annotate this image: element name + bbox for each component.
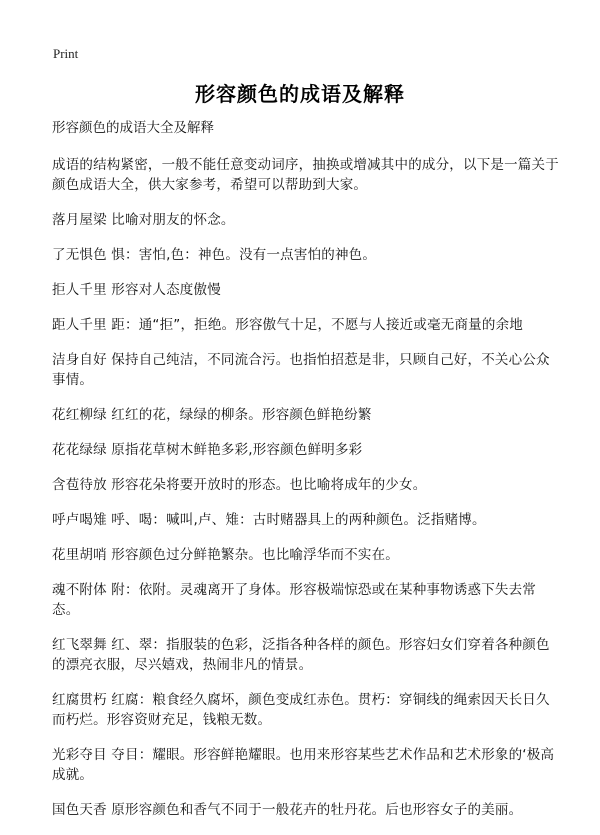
idiom-entry: 拒人千里 形容对人态度傲慢 (52, 282, 221, 298)
subheading: 形容颜色的成语大全及解释 (52, 120, 214, 136)
idiom-entry: 花红柳绿 红红的花，绿绿的柳条。形容颜色鲜艳纷繁 (52, 407, 372, 423)
idiom-entry: 距人千里 距：通“拒”，拒绝。形容傲气十足，不愿与人接近或毫无商量的余地 (52, 317, 523, 333)
idiom-entry: 了无惧色 惧：害怕,色：神色。没有一点害怕的神色。 (52, 247, 377, 263)
idiom-entry: 红腐贯朽 红腐：粮食经久腐坏，颜色变成红赤色。贯朽：穿铜线的绳索因天长日久而朽烂。形容资财充足，钱粮无数。 (52, 692, 550, 728)
idiom-entry: 光彩夺目 夺目：耀眼。形容鲜艳耀眼。也用来形容某些艺术作品和艺术形象的‘极高成就。 (52, 747, 555, 783)
idiom-entry: 花花绿绿 原指花草树木鲜艳多彩,形容颜色鲜明多彩 (52, 442, 363, 458)
paragraph-intro: 成语的结构紧密，一般不能任意变动词序，抽换或增减其中的成分，以下是一篇关于颜色成语大全，供大家参考，希望可以帮助到大家。 (52, 157, 559, 193)
document-body (52, 118, 562, 835)
idiom-entry: 洁身自好 保持自己纯洁，不同流合污。也指怕招惹是非，只顾自己好，不关心公众事情。 (52, 352, 550, 388)
idiom-entry: 落月屋梁 比喻对朋友的怀念。 (52, 212, 235, 228)
idiom-entry: 红飞翠舞 红、翠：指服装的色彩，泛指各种各样的颜色。形容妇女们穿着各种颜色的漂亮衣服，尽兴嬉戏，热闹非凡的情景。 (52, 637, 550, 673)
document-title: 形容颜色的成语及解释 (195, 82, 405, 106)
idiom-entry: 魂不附体 附：依附。灵魂离开了身体。形容极端惊恐或在某种事物诱惑下失去常态。 (52, 582, 536, 618)
print-label: Print (53, 46, 79, 61)
idiom-entry: 呼卢喝雉 呼、喝：喊叫,卢、雉：古时赌器具上的两种颜色。泛指赌博。 (52, 512, 486, 528)
idiom-entry: 含苞待放 形容花朵将要开放时的形态。也比喻将成年的少女。 (52, 477, 427, 493)
idiom-entry: 花里胡哨 形容颜色过分鲜艳繁杂。也比喻浮华而不实在。 (52, 547, 399, 563)
idiom-entry: 国色天香 原形容颜色和香气不同于一般花卉的牡丹花。后也形容女子的美丽。 (52, 802, 523, 818)
